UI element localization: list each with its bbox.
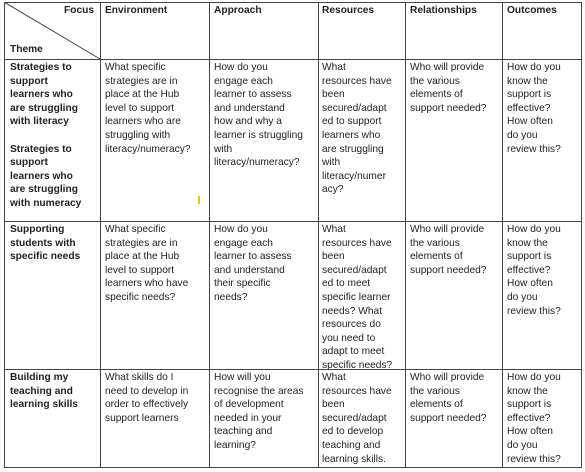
column-divider <box>318 2 319 468</box>
cell-outcomes: How do you know the support is effective? How often do you review this? <box>507 62 561 155</box>
table-border-right <box>581 2 582 468</box>
cell-environment: What skills do I need to develop in order to effectively support learners <box>105 372 189 424</box>
column-divider <box>502 2 503 468</box>
cell-resources: What resources have been secured/adapt ed to support learners who are struggling with literacy/numer acy? <box>322 62 392 196</box>
header-relationships: Relationships <box>410 5 477 16</box>
row-divider <box>4 369 582 370</box>
text-cursor-marker <box>198 196 200 204</box>
column-divider <box>405 2 406 468</box>
table-border-left <box>4 2 5 468</box>
cell-relationships: Who will provide the various elements of support needed? <box>410 224 487 276</box>
header-resources: Resources <box>322 5 375 16</box>
focus-theme-table <box>4 2 582 468</box>
corner-focus-label: Focus <box>64 5 95 16</box>
cell-environment: What specific strategies are in place at the Hub level to support learners who have specific needs? <box>105 224 189 303</box>
cell-approach: How do you engage each learner to assess and understand how and why a learner is struggling with literacy/numeracy? <box>214 62 303 169</box>
cell-approach: How will you recognise the areas of development needed in your teaching and learning? <box>214 372 304 451</box>
header-approach: Approach <box>214 5 262 16</box>
row-theme-literacy-numeracy: Strategies to support learners who are struggling with literacy Strategies to support learners who are struggling with numeracy <box>10 62 82 209</box>
cell-outcomes: How do you know the support is effective? How often do you review this? <box>507 224 561 317</box>
column-divider <box>100 2 101 468</box>
row-divider <box>4 221 582 222</box>
cell-relationships: Who will provide the various elements of support needed? <box>410 62 487 114</box>
cell-approach: How do you engage each learner to assess and understand their specific needs? <box>214 224 292 303</box>
cell-resources: What resources have been secured/adapt ed to meet specific learner needs? What resources do you need to adapt to meet specific needs? <box>322 224 393 371</box>
row-theme-specific-needs: Supporting students with specific needs <box>10 224 81 263</box>
column-divider <box>209 2 210 468</box>
cell-relationships: Who will provide the various elements of support needed? <box>410 372 487 424</box>
cell-resources: What resources have been secured/adapt ed to develop teaching and learning skills. <box>322 372 392 465</box>
header-outcomes: Outcomes <box>507 5 557 16</box>
cell-environment: What specific strategies are in place at the Hub level to support learners who are struggling with literacy/numeracy? <box>105 62 191 155</box>
cell-outcomes: How do you know the support is effective? How often do you review this? <box>507 372 561 465</box>
corner-theme-label: Theme <box>10 44 43 55</box>
table-border-bottom <box>4 467 582 468</box>
header-environment: Environment <box>105 5 168 16</box>
table-border-top <box>4 2 582 3</box>
row-theme-teaching-learning: Building my teaching and learning skills <box>10 372 78 411</box>
row-divider <box>4 59 582 60</box>
